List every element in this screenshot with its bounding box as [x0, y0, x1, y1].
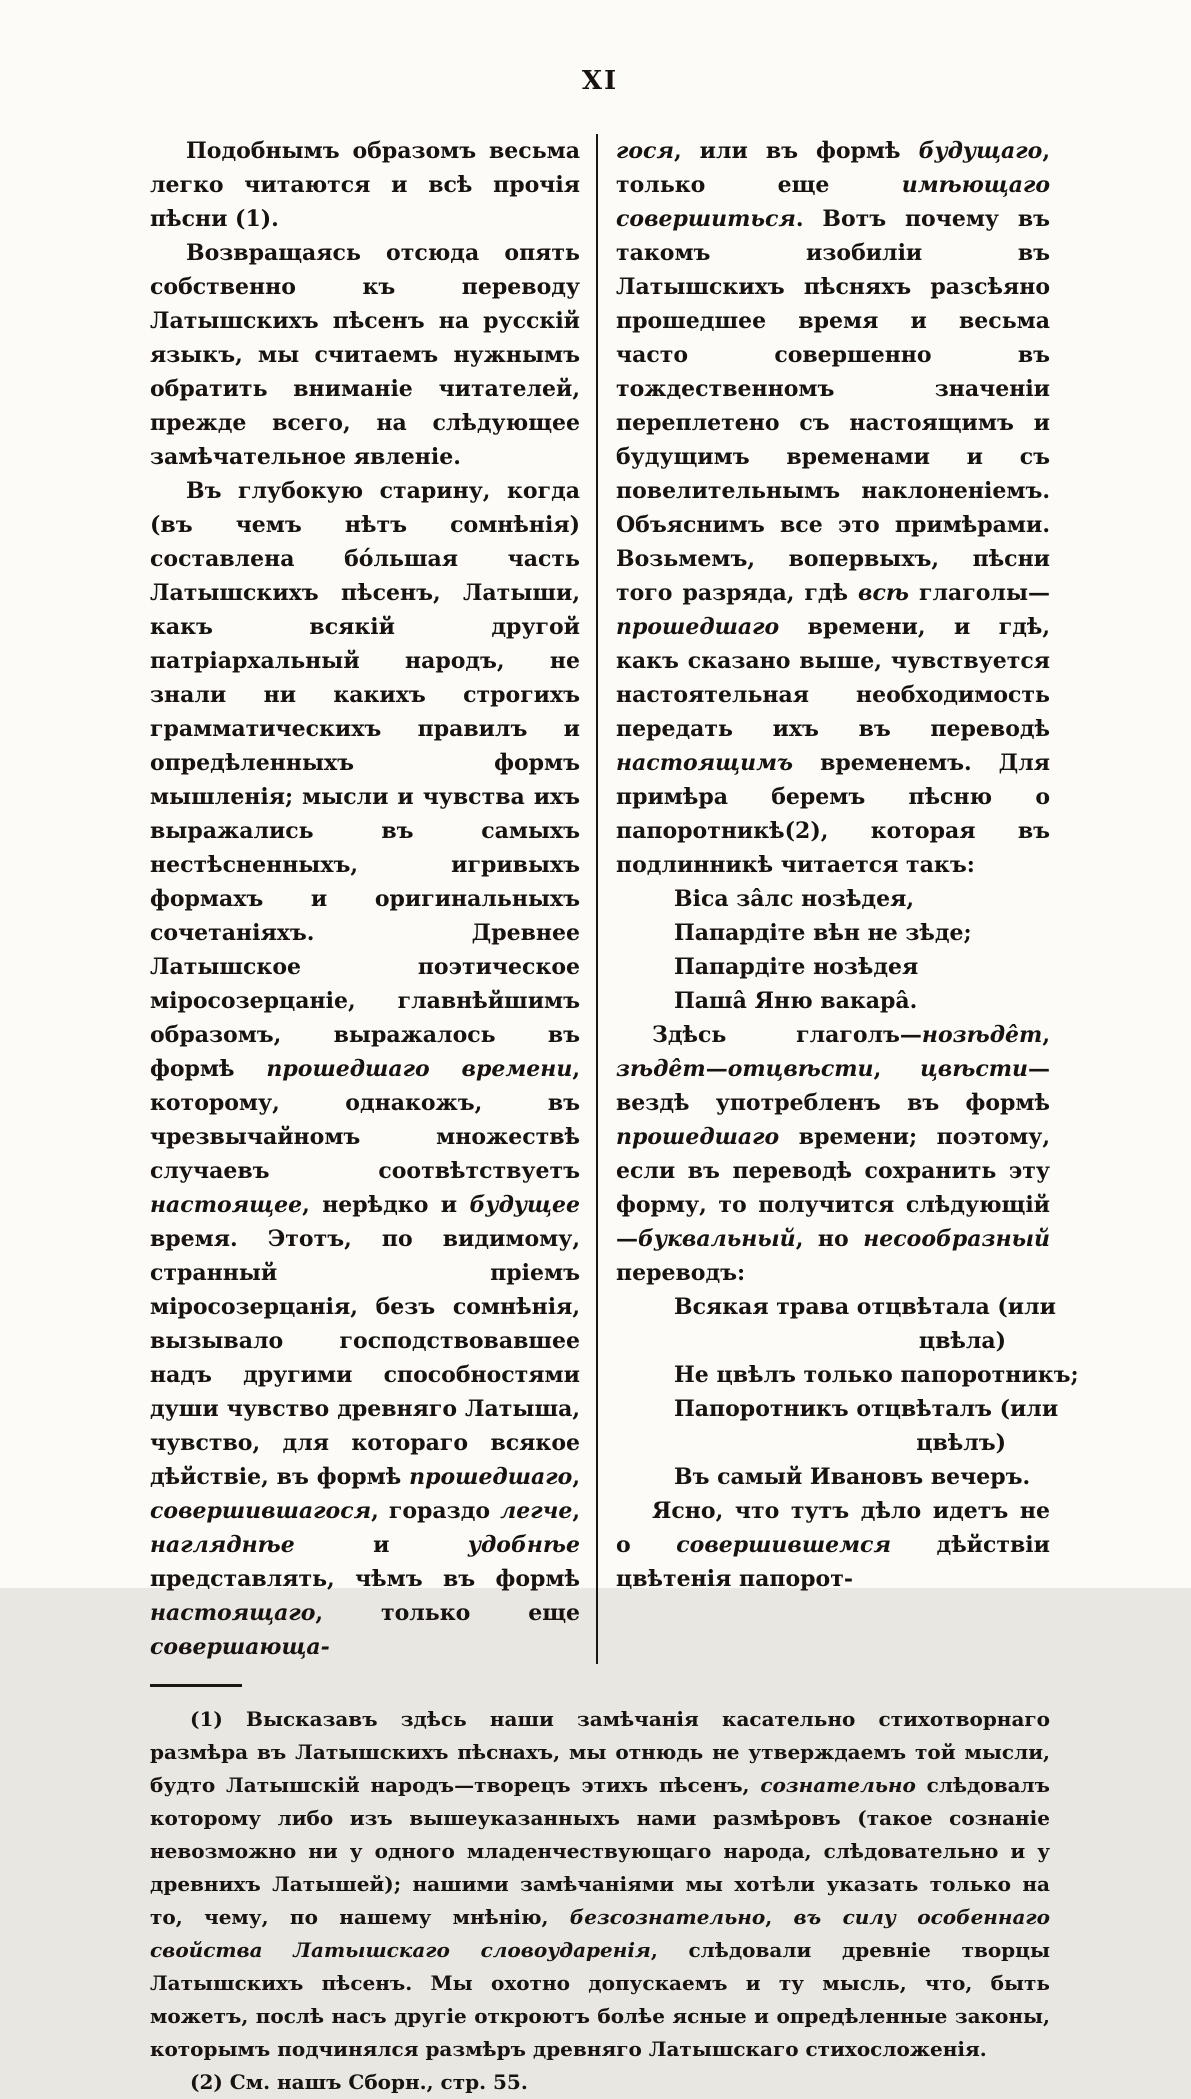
italic-text-run: прошедшаго времени — [266, 1056, 573, 1082]
text-run: , — [1042, 1022, 1050, 1048]
paragraph — [616, 1494, 1050, 1596]
verse-line: Папардіте нозѣдея — [674, 954, 919, 980]
italic-text-run: удобнѣе — [467, 1532, 580, 1558]
italic-text-run: будущее — [469, 1192, 580, 1218]
text-run: — — [705, 1056, 728, 1082]
text-run: время. Этотъ, по видимому, странный пріемъ міросозерцанія, безъ сомнѣнія, вызывало господствовавшее надъ другими способностями души чувство древняго Латыша, чувство, для котораго всякое дѣйствіе, въ формѣ — [150, 1226, 580, 1490]
italic-text-run: совершающа- — [150, 1634, 330, 1660]
text-run: , но — [795, 1226, 864, 1252]
italic-text-run: прошедшаго — [616, 614, 780, 640]
italic-text-run: цвѣсти — [920, 1056, 1028, 1082]
text-run: времени; поэтому, если въ переводѣ сохранить эту форму, то получится слѣдующій— — [616, 1124, 1050, 1252]
text-run: (2) См. нашъ Сборн., стр. 55. — [190, 2070, 528, 2094]
verse-line: Віса зâлс нозѣдея, — [674, 886, 914, 912]
paragraph — [616, 134, 1050, 882]
text-run: , гораздо — [371, 1498, 501, 1524]
text-run: , — [873, 1056, 921, 1082]
italic-text-run: безсознательно — [569, 1905, 766, 1929]
text-run: глаголы— — [909, 580, 1050, 606]
text-run: Возвращаясь отсюда опять собственно къ переводу Латышскихъ пѣсенъ на русскій языкъ, мы считаемъ нужнымъ обратить вниманіе читателей, прежде всего, на слѣдующее замѣчательное явленіе. — [150, 240, 580, 470]
italic-text-run: настоящимъ — [616, 750, 794, 776]
italic-text-run: совершившемся — [676, 1532, 891, 1558]
text-run: , только еще — [616, 138, 1050, 198]
italic-text-run: прошедшаго — [616, 1124, 780, 1150]
text-run: , слѣдовали древніе творцы Латышскихъ пѣсенъ. Мы охотно допускаемъ и ту мысль, что, быть можетъ, послѣ насъ другіе откроютъ болѣе ясные и опредѣленные законы, которымъ подчинялся размѣръ древняго Латышскаго стихосложенія. — [150, 1938, 1050, 2061]
italic-text-run: всѣ — [858, 580, 909, 606]
italic-text-run: въ силу особеннаго свойства Латышскаго словоударенія — [150, 1905, 1050, 1962]
italic-text-run: совершившагося — [150, 1498, 372, 1524]
italic-text-run: легче — [500, 1498, 573, 1524]
verse-stanza — [674, 1290, 1079, 1494]
italic-text-run: настоящаго — [150, 1600, 316, 1626]
paragraph — [150, 474, 580, 1664]
text-run: переводъ: — [616, 1260, 746, 1286]
text-run: , — [572, 1464, 580, 1490]
verse-line: Не цвѣлъ только папоротникъ; — [674, 1362, 1079, 1388]
italic-text-run: зѣдêт — [616, 1056, 706, 1082]
italic-text-run: сознательно — [760, 1773, 916, 1797]
italic-text-run: настоящее — [150, 1192, 303, 1218]
text-run: —вездѣ употребленъ въ формѣ — [616, 1056, 1050, 1116]
italic-text-run: буквальный — [638, 1226, 796, 1252]
text-run: , которому, однакожъ, въ чрезвычайномъ множествѣ случаевъ соотвѣтствуетъ — [150, 1056, 581, 1184]
paragraph — [150, 236, 580, 474]
footnotes-section — [150, 1703, 1050, 2099]
italic-text-run: нозѣдêт — [921, 1022, 1043, 1048]
italic-text-run: прошедшаго — [409, 1464, 573, 1490]
page-number: XI — [581, 66, 619, 96]
verse-line: Папардіте вѣн не зѣде; — [674, 920, 972, 946]
text-run: , только еще — [315, 1600, 580, 1626]
verse-line: цвѣла) — [918, 1328, 1006, 1354]
verse-line: цвѣлъ) — [916, 1430, 1006, 1456]
italic-text-run: несообразный — [863, 1226, 1050, 1252]
paragraph — [150, 1703, 1050, 2066]
text-run: , нерѣдко и — [302, 1192, 470, 1218]
text-run: Подобнымъ образомъ весьма легко читаются и всѣ прочія пѣсни (1). — [150, 138, 580, 232]
text-run: и — [294, 1532, 468, 1558]
text-run: (1) Высказавъ здѣсь наши замѣчанія касательно стихотворнаго размѣра въ Латышскихъ пѣснахъ, мы отнюдь не утверждаемъ той мысли, будто Латышскій народъ—творецъ этихъ пѣсенъ, — [150, 1707, 1050, 1797]
verse-line: Всякая трава отцвѣтала (или — [674, 1294, 1056, 1320]
text-run: , — [572, 1498, 580, 1524]
paragraph — [150, 134, 580, 236]
text-run: дѣйствіи цвѣтенія папорот- — [616, 1532, 1050, 1592]
verse-line: Папоротникъ отцвѣталъ (или — [674, 1396, 1059, 1422]
text-run: . Вотъ почему въ такомъ изобиліи въ Латышскихъ пѣсняхъ разсѣяно прошедшее время и весьма часто совершенно въ тождественномъ значеніи переплетено съ настоящимъ и будущимъ временами и съ повелительнымъ наклоненіемъ. Объяснимъ все это примѣрами. Возьмемъ, вопервыхъ, пѣсни того разряда, гдѣ — [616, 206, 1050, 606]
text-columns — [150, 134, 1079, 1664]
verse-stanza — [674, 882, 1006, 1018]
text-run: представлять, чѣмъ въ формѣ — [150, 1566, 580, 1592]
paragraph — [150, 2066, 1050, 2099]
italic-text-run: гося — [616, 138, 674, 164]
text-run: Ясно, что тутъ дѣло идетъ не о — [616, 1498, 1050, 1558]
right-column — [598, 134, 1079, 1664]
text-run: времени, и гдѣ, какъ сказано выше, чувствуется настоятельная необходимость передать ихъ въ переводѣ — [616, 614, 1050, 742]
italic-text-run: отцвѣсти — [727, 1056, 874, 1082]
footnote-separator-line — [150, 1684, 242, 1687]
italic-text-run: будущаго — [918, 138, 1043, 164]
italic-text-run: нагляднѣе — [150, 1532, 295, 1558]
italic-text-run: имѣющаго совершиться — [616, 172, 1050, 232]
paragraph — [616, 1018, 1050, 1290]
text-run: слѣдовалъ которому либо изъ вышеуказанныхъ нами размѣровъ (такое сознаніе невозможно ни у одного младенчествующаго народа, слѣдовательно и у древнихъ Латышей); нашими замѣчаніями мы хотѣли указать только на то, чему, по нашему мнѣнію, — [150, 1773, 1050, 1929]
verse-line: Пашâ Яню вакарâ. — [674, 988, 918, 1014]
verse-line: Въ самый Ивановъ вечеръ. — [674, 1464, 1031, 1490]
text-run: временемъ. Для примѣра беремъ пѣсню о папоротникѣ(2), которая въ подлинникѣ читается такъ: — [616, 750, 1050, 878]
text-run: , или въ формѣ — [673, 138, 919, 164]
text-run: , — [765, 1905, 794, 1929]
text-run: Въ глубокую старину, когда (въ чемъ нѣтъ сомнѣнія) составлена бо́льшая часть Латышскихъ пѣсенъ, Латыши, какъ всякій другой патріархальный народъ, не знали ни какихъ строгихъ грамматическихъ правилъ и опредѣленныхъ формъ мышленія; мысли и чувства ихъ выражались въ самыхъ нестѣсненныхъ, игривыхъ формахъ и оригинальныхъ сочетаніяхъ. Древнее Латышское поэтическое міросозерцаніе, главнѣйшимъ образомъ, выражалось въ формѣ — [150, 478, 580, 1082]
text-run: Здѣсь глаголъ— — [652, 1022, 922, 1048]
left-column — [150, 134, 596, 1664]
